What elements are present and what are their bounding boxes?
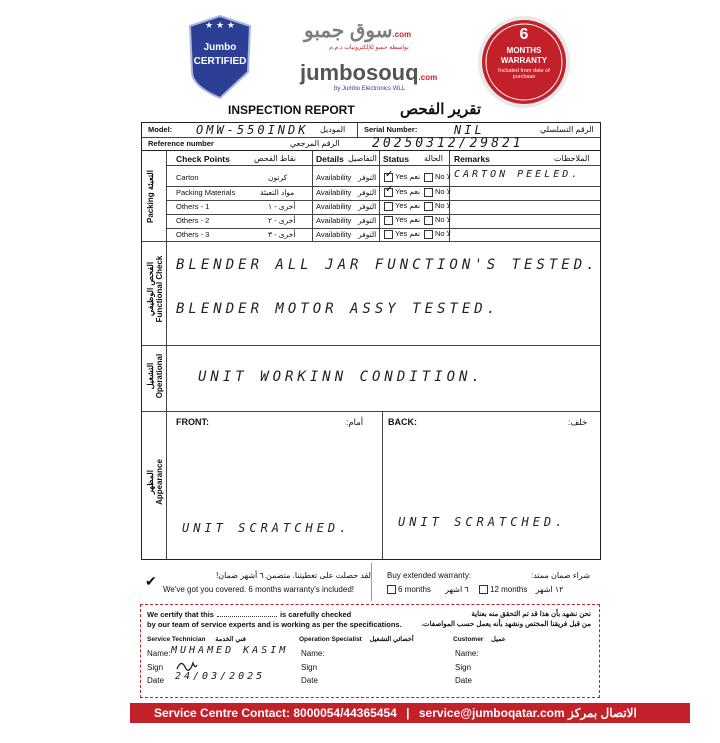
cust-sign-label: Sign [455,663,472,672]
hdr-remarks: Remarks [454,154,490,164]
row-label: Others - 2 [176,216,210,225]
hdr-status: Status [383,154,409,164]
status-no[interactable]: No لا [422,187,451,197]
row-label-ar: أخرى - ٣ [268,230,296,239]
option-6-months[interactable]: 6 months ٦ اشهر [385,585,469,594]
serial-label: Serial Number: [364,125,418,134]
tech-label: Service Technician فني الخدمة [147,636,246,643]
back-label-ar: خلف: [568,417,588,427]
row-detail: Availability [316,188,352,197]
row-detail: Availability [316,230,352,239]
back-label: BACK: [388,417,417,427]
status-yes[interactable]: Yes نعم [382,229,420,239]
back-note: UNIT SCRATCHED. [398,515,567,529]
inspection-sheet [141,150,601,560]
footer-email[interactable]: service@jumboqatar.com [418,706,565,720]
covered-ar: لقد حصلت على تغطيتنا. متضمن ٦ أشهر ضمان! [216,571,371,580]
jumbo-certified-badge [188,14,252,100]
hdr-remarks-ar: الملاحظات [554,154,590,163]
brand-logo: jumbosouq.com [300,60,438,85]
row-detail: Availability [316,173,352,182]
hdr-check-points-ar: نقاط الفحص [254,154,297,163]
row-label-ar: أخرى - ٢ [268,216,296,225]
status-no[interactable]: No لا [422,215,451,225]
tech-name-label: Name: [147,649,171,658]
certify-line1: We certify that this is carefully checked [147,610,352,619]
functional-label: الفحص الوظيفي Functional Check [146,255,164,323]
footer-contact: Service Centre Contact: 8000054/44365454 [154,706,397,720]
row-label-ar: أخرى - ١ [268,202,296,211]
warranty-word: WARRANTY [500,56,548,65]
warranty-row [141,563,601,601]
ops-name-label: Name: [301,649,325,658]
row-label: Others - 3 [176,230,210,239]
status-no[interactable]: No لا [422,229,451,239]
ref-value: 20250312/29821 [372,136,524,151]
ops-date-label: Date [301,676,318,685]
badge-jumbo-text: Jumbo [203,42,237,53]
warranty-included: Included from date of purchase [498,68,550,80]
checkmark-icon: ✔ [145,573,157,589]
ref-label: Reference number [148,139,214,148]
model-value: OMW-550INDK [196,123,309,137]
status-no[interactable]: No لا [422,201,451,211]
certify-line2-ar: من قبل فريقنا المختص ونشهد بأنه يعمل حسب المواصفات. [421,621,591,628]
badge-certified-text: CERTIFIED [193,56,247,67]
tech-name-value: MUHAMED KASIM [171,645,289,656]
hdr-details-ar: التفاصيل [348,154,377,163]
row-detail-ar: التوفر [358,173,377,182]
hdr-check-points: Check Points [176,154,230,164]
status-yes[interactable]: ✓ Yes نعم [385,183,421,196]
hdr-status-ar: الحالة [424,154,443,163]
row-label: Carton [176,173,199,182]
packing-label: Packing التعبئة [146,170,155,223]
certify-block [140,604,600,698]
extended-label: Buy extended warranty: [387,571,472,580]
front-label: FRONT: [176,417,209,427]
row-detail: Availability [316,202,352,211]
ops-sign-label: Sign [301,663,318,672]
info-block [141,122,601,150]
jumbosouq-logo [290,16,450,96]
row-label-ar: مواد التعبئة [260,188,295,197]
footer-bar: Service Centre Contact: 8000054/44365454 | service@jumboqatar.com الاتصال بمركز الخدمة: [130,703,690,723]
row-detail-ar: التوفر [358,202,377,211]
option-12-months[interactable]: 12 months ١٢ اشهر [477,585,563,594]
tech-sign-label: Sign [147,663,164,672]
row-label: Others - 1 [176,202,210,211]
operational-line-1: UNIT WORKINN CONDITION. [198,369,484,385]
extended-label-ar: شراء ضمان ممتد: [531,571,591,580]
arabic-sub: بواسطة جمبو للإلكترونيات ذ.م.م [329,45,409,51]
serial-label-ar: الرقم التسلسلي [540,125,594,134]
row-detail: Availability [316,216,352,225]
tech-date-value: 24/03/2025 [175,671,266,682]
model-label: Model: [148,125,173,134]
row-remark: CARTON PEELED. [454,169,581,180]
row-detail-ar: التوفر [358,188,377,197]
ref-label-ar: الرقم المرجعي [290,139,340,148]
row-detail-ar: التوفر [358,216,377,225]
status-no[interactable]: No لا [422,172,451,182]
covered-en: We've got you covered. 6 months warranty's included! [163,585,355,594]
report-title-ar: تقرير الفحص [400,101,482,118]
warranty-badge [474,14,574,110]
functional-line-2: BLENDER MOTOR ASSY TESTED. [176,301,500,317]
certify-line2: by our team of service experts and is working as per the specifications. [147,620,402,629]
row-label-ar: كرتون [268,173,288,182]
operational-label: التشغيل Operational [146,353,164,399]
status-yes[interactable]: ✓ Yes نعم [385,168,421,181]
row-label: Packing Materials [176,188,236,197]
front-note: UNIT SCRATCHED. [182,521,351,535]
footer-contact-ar: الاتصال بمركز الخدمة: [148,706,637,740]
svg-text:★ ★ ★: ★ ★ ★ [205,21,235,31]
cust-date-label: Date [455,676,472,685]
report-title: INSPECTION REPORT [228,103,355,117]
front-label-ar: أمام: [346,417,364,427]
row-detail-ar: التوفر [358,230,377,239]
brand-sub: by Jumbo Electronics WLL [334,86,406,92]
cust-label: Customer عميل [453,636,506,643]
model-label-ar: الموديل [320,125,346,134]
status-yes[interactable]: Yes نعم [382,201,420,211]
ops-label: Operation Specialist أخصائي التشغيل [299,636,414,643]
certify-line1-ar: نحن نشهد بأن هذا قد تم التحقق منه بعناية [471,611,591,618]
warranty-6: 6 [519,26,529,43]
hdr-details: Details [316,154,344,164]
cust-name-label: Name: [455,649,479,658]
warranty-months: MONTHS [506,46,542,55]
functional-line-1: BLENDER ALL JAR FUNCTION'S TESTED. [176,257,599,273]
serial-value: NIL [454,123,485,137]
tech-date-label: Date [147,676,164,685]
arabic-logo: سوق جمبو.com [304,20,412,42]
appearance-label: المظهر Appearance [146,459,164,505]
status-yes[interactable]: Yes نعم [382,215,420,225]
